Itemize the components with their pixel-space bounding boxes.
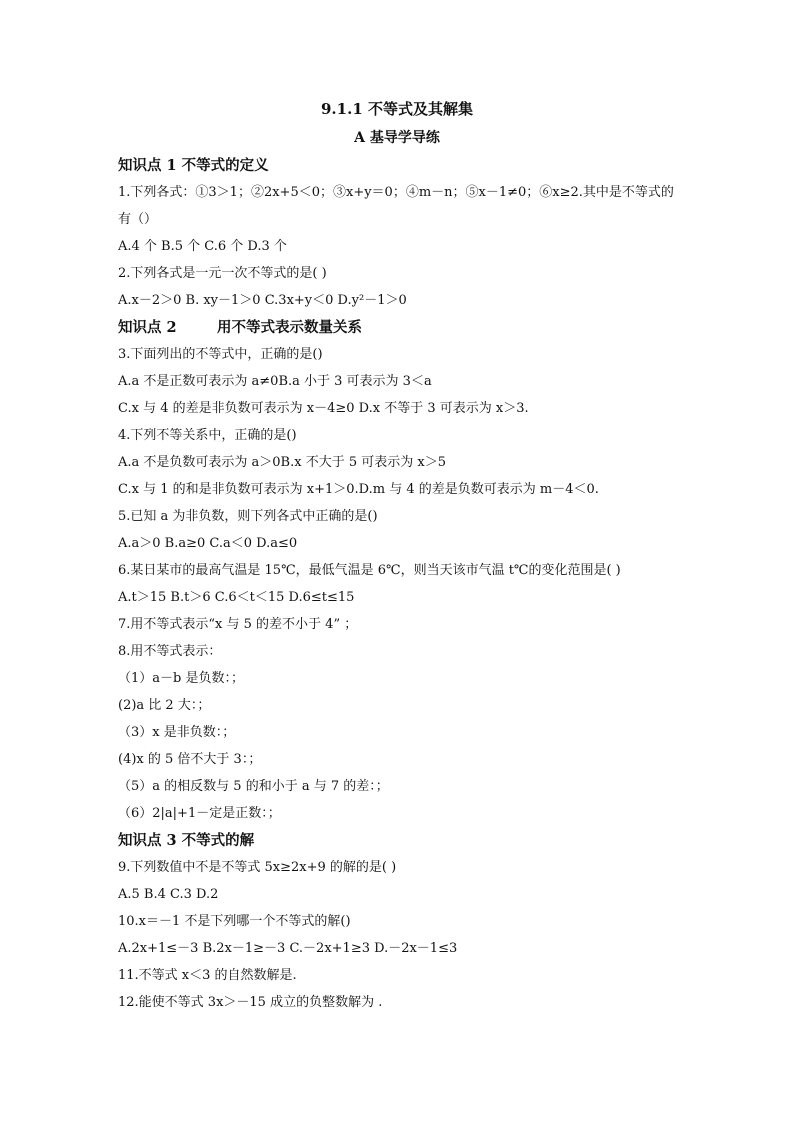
- document-body: [118, 152, 678, 1016]
- text-line: A.x－2＞0 B. xy－1＞0 C.3x+y＜0 D.y²－1＞0: [118, 293, 407, 308]
- text-line: 3.下面列出的不等式中，正确的是(): [118, 347, 323, 362]
- text-line: A.2x+1≤－3 B.2x－1≥－3 C.－2x+1≥3 D.－2x－1≤3: [118, 941, 458, 956]
- text-line: 2.下列各式是一元一次不等式的是( ): [118, 266, 327, 281]
- text-line: A.t＞15 B.t＞6 C.6＜t＜15 D.6≤t≤15: [118, 590, 355, 605]
- text-line: C.x 与 4 的差是非负数可表示为 x－4≥0 D.x 不等于 3 可表示为 x＞3.: [118, 401, 529, 416]
- text-line: (4)x 的 5 倍不大于 3：；: [118, 752, 262, 767]
- text-line: 1.下列各式：①3＞1；②2x+5＜0；③x+y＝0；④m－n；⑤x－1≠0；⑥x≥2.其中是不等式的: [118, 185, 674, 200]
- text-line: 9.下列数值中不是不等式 5x≥2x+9 的解的是( ): [118, 860, 397, 875]
- text-line: C.x 与 1 的和是非负数可表示为 x+1＞0.D.m 与 4 的差是负数可表示为 m－4＜0.: [118, 482, 599, 497]
- text-line: 8.用不等式表示：: [118, 644, 222, 659]
- text-line: 有（）: [118, 212, 158, 227]
- text-line: 5.已知 a 为非负数，则下列各式中正确的是(): [118, 509, 378, 524]
- text-line: （6）2|a|+1－定是正数：；: [118, 806, 281, 821]
- text-line: A.a 不是正数可表示为 a≠0B.a 小于 3 可表示为 3＜a: [118, 374, 432, 389]
- text-line: （5）a 的相反数与 5 的和小于 a 与 7 的差：；: [118, 779, 389, 794]
- section-heading: 知识点 2 用不等式表示数量关系: [118, 319, 363, 336]
- section-heading: 知识点 3 不等式的解: [118, 832, 255, 849]
- page-title: 9.1.1 不等式及其解集: [321, 100, 473, 118]
- text-line: A.4 个 B.5 个 C.6 个 D.3 个: [118, 239, 287, 254]
- text-line: 6.某日某市的最高气温是 15℃，最低气温是 6℃，则当天该市气温 t℃的变化范围是( ): [118, 563, 621, 578]
- text-line: （1）a－b 是负数：；: [118, 671, 244, 686]
- text-line: 12.能使不等式 3x＞－15 成立的负整数解为 .: [118, 995, 383, 1010]
- text-line: 7.用不等式表示“x 与 5 的差不小于 4” ；: [118, 617, 358, 632]
- text-line: A.a＞0 B.a≥0 C.a＜0 D.a≤0: [118, 536, 298, 551]
- text-line: （3）x 是非负数：；: [118, 725, 236, 740]
- text-line: 10.x＝－1 不是下列哪一个不等式的解(): [118, 914, 351, 929]
- text-line: (2)a 比 2 大：；: [118, 698, 211, 713]
- text-line: A.a 不是负数可表示为 a＞0B.x 不大于 5 可表示为 x＞5: [118, 455, 446, 470]
- section-heading: 知识点 1 不等式的定义: [118, 157, 269, 174]
- text-line: 11.不等式 x＜3 的自然数解是.: [118, 968, 297, 983]
- page-subtitle: A 基导学导练: [354, 130, 440, 146]
- text-line: 4.下列不等关系中，正确的是(): [118, 428, 297, 443]
- text-line: A.5 B.4 C.3 D.2: [118, 887, 219, 902]
